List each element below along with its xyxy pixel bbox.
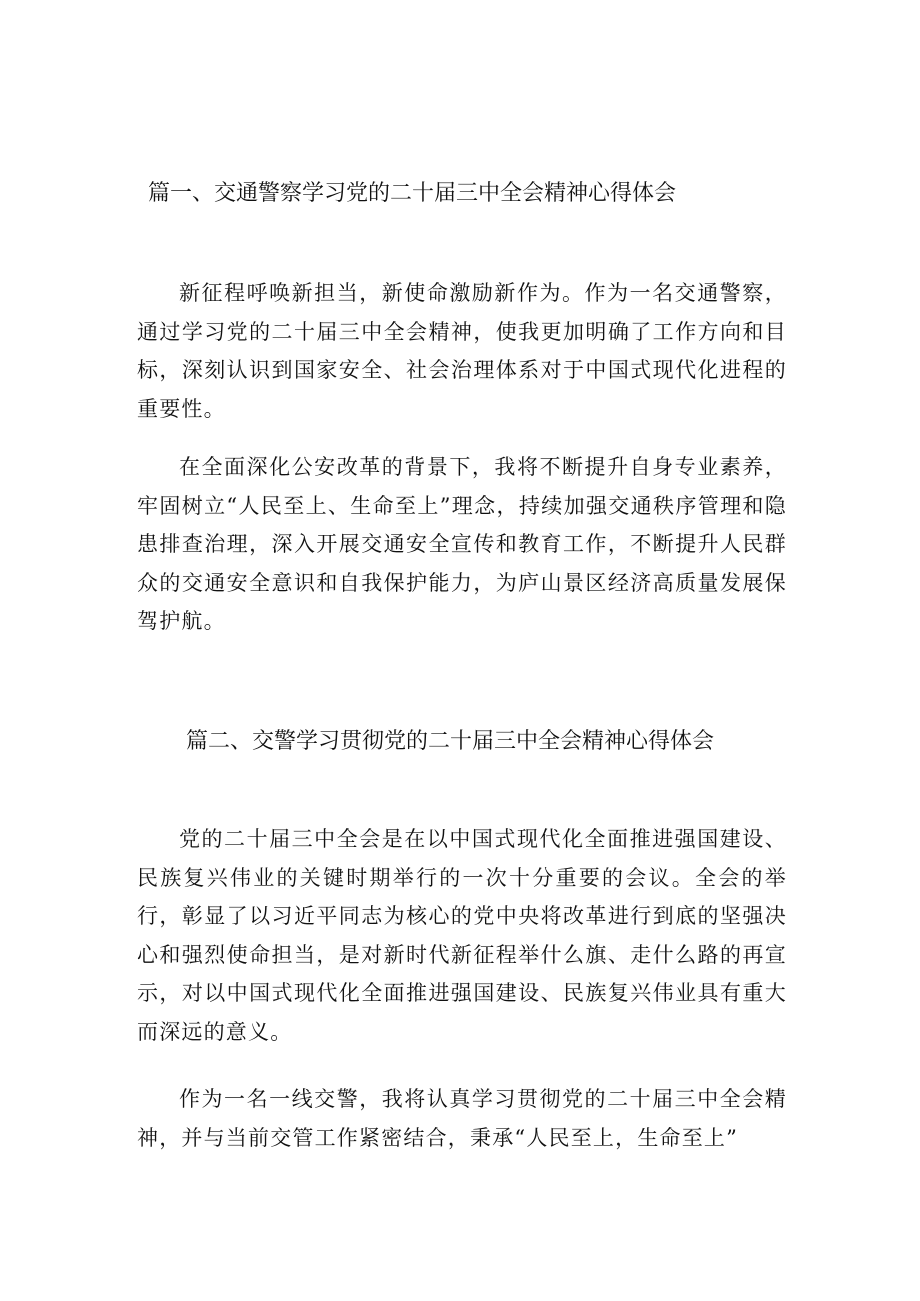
section-2-paragraph-1: 党的二十届三中全会是在以中国式现代化全面推进强国建设、民族复兴伟业的关键时期举行的一次十分重要的会议。全会的举行，彰显了以习近平同志为核心的党中央将改革进行到底的坚强决心和强烈使命担当，是对新时代新征程举什么旗、走什么路的再宣示，对以中国式现代化全面推进强国建设、民族复兴伟业具有重大而深远的意义。 [137, 827, 787, 1044]
section-2-title: 篇二、交警学习贯彻党的二十届三中全会精神心得体会 [186, 729, 715, 754]
section-1-paragraph-1: 新征程呼唤新担当，新使命激励新作为。作为一名交通警察，通过学习党的二十届三中全会精神，使我更加明确了工作方向和目标，深刻认识到国家安全、社会治理体系对于中国式现代化进程的重要性。 [137, 281, 787, 421]
section-2-paragraph-2: 作为一名一线交警，我将认真学习贯彻党的二十届三中全会精神，并与当前交管工作紧密结合，秉承“人民至上，生命至上” [137, 1087, 787, 1150]
section-1-paragraph-2: 在全面深化公安改革的背景下，我将不断提升自身专业素养，牢固树立“人民至上、生命至上”理念，持续加强交通秩序管理和隐患排查治理，深入开展交通安全宣传和教育工作，不断提升人民群众的交通安全意识和自我保护能力，为庐山景区经济高质量发展保驾护航。 [137, 455, 787, 633]
section-1-title: 篇一、交通警察学习党的二十届三中全会精神心得体会 [148, 181, 677, 206]
